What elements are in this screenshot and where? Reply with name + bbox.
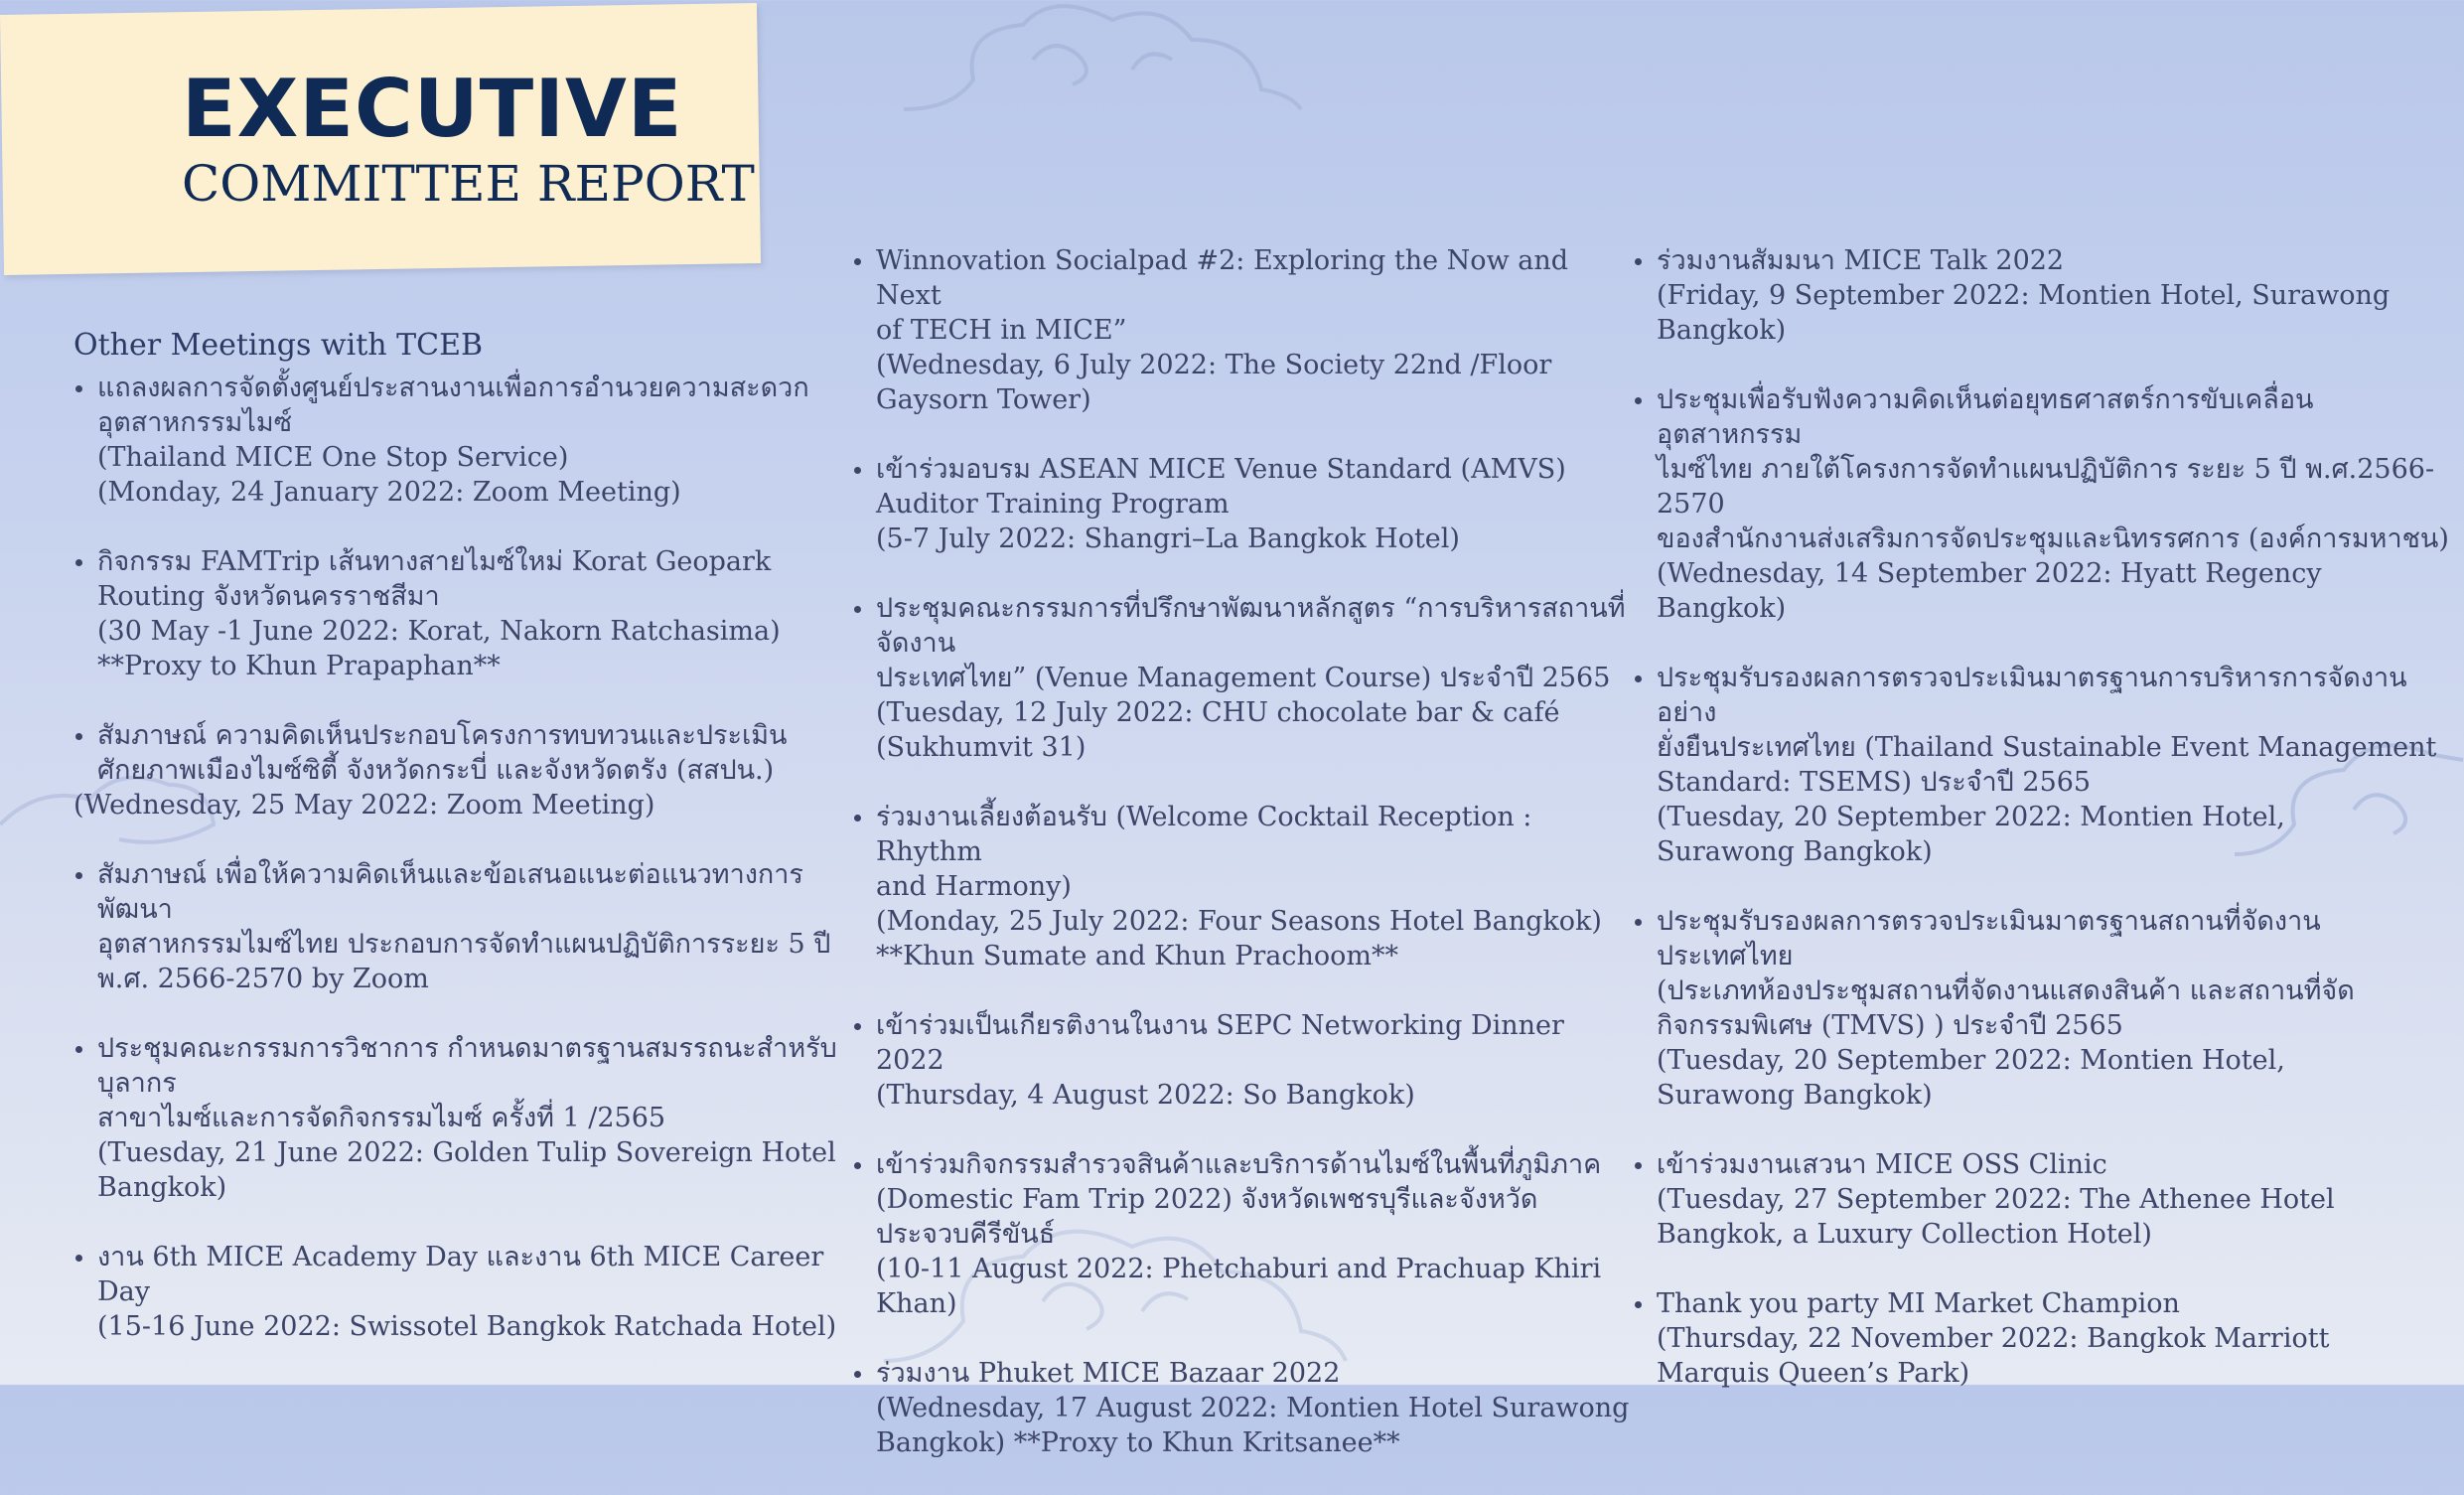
list-item-line: (30 May -1 June 2022: Korat, Nakorn Ratchasima) <box>97 616 781 647</box>
list-item-line: ประเทศไทย” (Venue Management Course) ประจำปี 2565 <box>876 663 1611 693</box>
list-item-line: Routing จังหวัดนครราชสีมา <box>97 581 440 612</box>
list-item <box>852 1356 1637 1460</box>
list-item-line: and Harmony) <box>876 871 1072 902</box>
list-item-line: (Tuesday, 27 September 2022: The Athenee Hotel <box>1657 1184 2335 1215</box>
list-item-line: Surawong Bangkok) <box>1657 836 1933 867</box>
list-item-line: (Wednesday, 6 July 2022: The Society 22nd /Floor <box>876 350 1552 380</box>
list-item-line: Bangkok) <box>97 1172 227 1203</box>
list-item <box>1633 243 2457 348</box>
list-item-line: ประชุมรับรองผลการตรวจประเมินมาตรฐานสถานที่จัดงานประเทศไทย <box>1657 906 2321 972</box>
list-item-line: ศักยภาพเมืองไมซ์ซิตี้ จังหวัดกระบี่ และจังหวัดตรัง (สสปน.) <box>97 755 775 786</box>
list-item-line: (Monday, 24 January 2022: Zoom Meeting) <box>97 477 681 508</box>
list-item-line: ร่วมงานสัมมนา MICE Talk 2022 <box>1657 245 2065 276</box>
list-item-line: งาน 6th MICE Academy Day และงาน 6th MICE Career Day <box>97 1242 824 1307</box>
list-item-line: (Tuesday, 20 September 2022: Montien Hotel, <box>1657 1045 2285 1076</box>
list-item <box>1633 1286 2457 1391</box>
list-item-line: (15-16 June 2022: Swissotel Bangkok Ratchada Hotel) <box>97 1311 837 1342</box>
list-item-line: (5-7 July 2022: Shangri–La Bangkok Hotel) <box>876 523 1460 554</box>
section-title: Other Meetings with TCEB <box>73 328 484 363</box>
list-item-line: (Tuesday, 12 July 2022: CHU chocolate bar & café <box>876 697 1560 728</box>
column-3-list <box>1633 243 2457 1391</box>
list-item <box>852 1147 1637 1321</box>
list-item-line: (Thursday, 22 November 2022: Bangkok Marriott <box>1657 1323 2330 1354</box>
list-item-line: (Wednesday, 25 May 2022: Zoom Meeting) <box>73 790 655 821</box>
list-item <box>852 243 1637 417</box>
list-item-line: พ.ศ. 2566-2570 by Zoom <box>97 964 429 994</box>
list-item <box>73 544 838 683</box>
list-item-line: (Wednesday, 14 September 2022: Hyatt Regency Bangkok) <box>1657 558 2322 624</box>
list-item-line: of TECH in MICE” <box>876 315 1127 346</box>
list-item-line: (ประเภทห้องประชุมสถานที่จัดงานแสดงสินค้า และสถานที่จัด <box>1657 975 2355 1006</box>
list-item-line: **Khun Sumate and Khun Prachoom** <box>876 941 1398 972</box>
list-item-line: Bangkok) **Proxy to Khun Kritsanee** <box>876 1427 1400 1458</box>
list-item-line: เข้าร่วมเป็นเกียรติงานในงาน SEPC Networking Dinner 2022 <box>876 1010 1564 1076</box>
list-item-line: (Sukhumvit 31) <box>876 732 1087 763</box>
list-item-line: ประชุมเพื่อรับฟังความคิดเห็นต่อยุทธศาสตร์การขับเคลื่อนอุตสาหกรรม <box>1657 384 2314 450</box>
list-item <box>1633 904 2457 1113</box>
list-item-line: Thank you party MI Market Champion <box>1657 1288 2180 1319</box>
list-item-line: **Proxy to Khun Prapaphan** <box>97 651 501 681</box>
list-item <box>73 718 838 822</box>
list-item-line: Auditor Training Program <box>876 489 1230 520</box>
list-item-line: เข้าร่วมงานเสวนา MICE OSS Clinic <box>1657 1149 2107 1180</box>
list-item <box>73 371 838 510</box>
list-item-line: (Thursday, 4 August 2022: So Bangkok) <box>876 1080 1415 1111</box>
list-item-line: (10-11 August 2022: Phetchaburi and Prachuap Khiri Khan) <box>876 1254 1602 1319</box>
list-item-line: สาขาไมซ์และการจัดกิจกรรมไมซ์ ครั้งที่ 1 /2565 <box>97 1103 666 1133</box>
list-item-line: (Wednesday, 17 August 2022: Montien Hotel Surawong <box>876 1393 1630 1423</box>
list-item-line: (Thailand MICE One Stop Service) <box>97 442 569 473</box>
list-item-line: ประชุมคณะกรรมการที่ปรึกษาพัฒนาหลักสูตร “การบริหารสถานที่จัดงาน <box>876 593 1626 659</box>
list-item-line: ประชุมคณะกรรมการวิชาการ กำหนดมาตรฐานสมรรถนะสำหรับบุลากร <box>97 1033 837 1099</box>
list-item-line: Standard: TSEMS) ประจำปี 2565 <box>1657 767 2092 798</box>
list-item-line: แถลงผลการจัดตั้งศูนย์ประสานงานเพื่อการอำนวยความสะดวก <box>97 373 809 403</box>
list-item <box>1633 661 2457 869</box>
list-item-line: อุตสาหกรรมไมซ์ <box>97 407 293 438</box>
column-2 <box>852 243 1637 1495</box>
list-item-line: ยั่งยืนประเทศไทย (Thailand Sustainable Event Management <box>1657 732 2437 763</box>
list-item-line: Gaysorn Tower) <box>876 384 1091 415</box>
list-item-line: (Tuesday, 21 June 2022: Golden Tulip Sovereign Hotel <box>97 1137 836 1168</box>
cloud-decoration-top <box>894 0 1311 139</box>
page-title: EXECUTIVE <box>182 63 683 155</box>
list-item-line: Marquis Queen’s Park) <box>1657 1358 1970 1389</box>
list-item <box>73 1031 838 1205</box>
list-item-line: กิจกรรม FAMTrip เส้นทางสายไมซ์ใหม่ Korat Geopark <box>97 546 772 577</box>
list-item-line: สัมภาษณ์ ความคิดเห็นประกอบโครงการทบทวนและประเมิน <box>97 720 788 751</box>
list-item-line: ร่วมงาน Phuket MICE Bazaar 2022 <box>876 1358 1341 1389</box>
list-item-line: ไมซ์ไทย ภายใต้โครงการจัดทำแผนปฏิบัติการ ระยะ 5 ปี พ.ศ.2566-2570 <box>1657 454 2435 520</box>
list-item-line: Bangkok, a Luxury Collection Hotel) <box>1657 1219 2152 1250</box>
list-item <box>852 1008 1637 1113</box>
list-item-line: สัมภาษณ์ เพื่อให้ความคิดเห็นและข้อเสนอแนะต่อแนวทางการพัฒนา <box>97 859 803 925</box>
list-item-line: กิจกรรมพิเศษ (TMVS) ) ประจำปี 2565 <box>1657 1010 2123 1041</box>
list-item-line: (Domestic Fam Trip 2022) จังหวัดเพชรบุรีและจังหวัดประจวบคีรีขันธ์ <box>876 1184 1538 1250</box>
list-item-line: เข้าร่วมอบรม ASEAN MICE Venue Standard (AMVS) <box>876 454 1566 485</box>
page-subtitle: COMMITTEE REPORT <box>182 155 755 213</box>
list-item <box>1633 1147 2457 1252</box>
column-1 <box>73 328 838 1379</box>
list-item-line: ร่วมงานเลี้ยงต้อนรับ (Welcome Cocktail Reception : Rhythm <box>876 802 1532 867</box>
list-item-line: Winnovation Socialpad #2: Exploring the Now and Next <box>876 245 1569 311</box>
list-item <box>852 800 1637 973</box>
list-item-line: เข้าร่วมกิจกรรมสำรวจสินค้าและบริการด้านไมซ์ในพื้นที่ภูมิภาค <box>876 1149 1602 1180</box>
list-item-line: (Tuesday, 20 September 2022: Montien Hotel, <box>1657 802 2285 832</box>
column-1-list <box>73 371 838 1344</box>
list-item <box>852 591 1637 765</box>
list-item-line: (Friday, 9 September 2022: Montien Hotel, Surawong <box>1657 280 2391 311</box>
list-item-line: ประชุมรับรองผลการตรวจประเมินมาตรฐานการบริหารการจัดงานอย่าง <box>1657 663 2407 728</box>
list-item <box>73 1240 838 1344</box>
list-item <box>73 857 838 996</box>
list-item-line: Surawong Bangkok) <box>1657 1080 1933 1111</box>
list-item-line: Bangkok) <box>1657 315 1787 346</box>
list-item <box>1633 382 2457 626</box>
column-2-list <box>852 243 1637 1460</box>
list-item-line: (Monday, 25 July 2022: Four Seasons Hotel Bangkok) <box>876 906 1602 937</box>
column-3 <box>1633 243 2457 1425</box>
list-item-line: ของสำนักงานส่งเสริมการจัดประชุมและนิทรรศการ (องค์การมหาชน) <box>1657 523 2449 554</box>
list-item-line: อุตสาหกรรมไมซ์ไทย ประกอบการจัดทำแผนปฏิบัติการระยะ 5 ปี <box>97 929 831 960</box>
list-item <box>852 452 1637 556</box>
